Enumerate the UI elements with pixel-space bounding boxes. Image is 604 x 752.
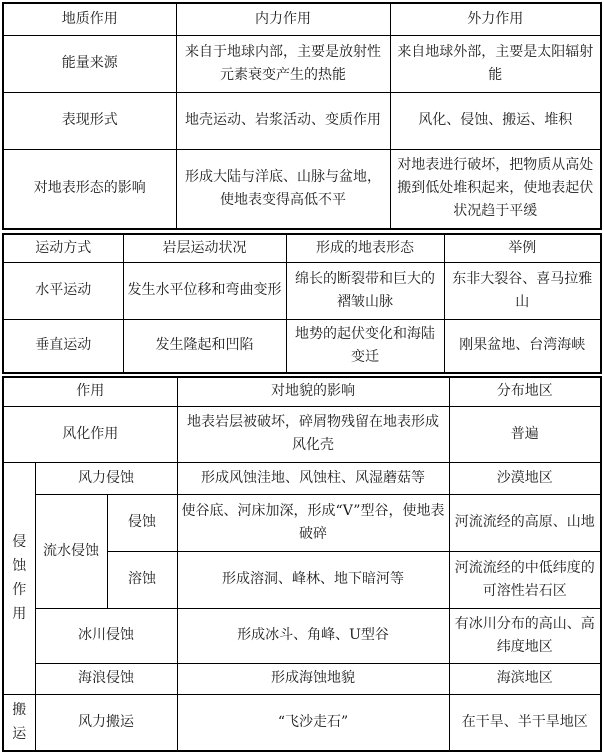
transport-label-text: 搬运	[12, 702, 27, 743]
row-label: 风化作用	[3, 406, 177, 462]
table-row	[3, 92, 601, 149]
transport-group-label	[3, 694, 35, 751]
row-label: 海浪侵蚀	[35, 663, 177, 694]
header-cell: 外力作用	[390, 3, 601, 35]
table-cell: 在干旱、半干旱地区	[449, 694, 601, 751]
header-cell: 形成的地表形态	[286, 234, 444, 262]
table-cell: 东非大裂谷、喜马拉雅山	[444, 262, 601, 319]
row-label: 溶蚀	[107, 551, 177, 608]
table-cell: 绵长的断裂带和巨大的褶皱山脉	[286, 262, 444, 319]
table-row	[3, 406, 601, 462]
crustal-movement-table	[2, 233, 602, 374]
table-cell: 形成冰斗、角峰、U型谷	[177, 608, 449, 663]
table-cell: 河流流经的高原、山地	[449, 494, 601, 551]
table-cell: 形成海蚀地貌	[177, 663, 449, 694]
table-cell: “飞沙走石”	[177, 694, 449, 751]
erosion-group-label	[3, 462, 35, 694]
table-cell: 来自于地球内部，主要是放射性元素衰变产生的热能	[176, 35, 390, 92]
header-cell: 对地貌的影响	[177, 377, 449, 406]
row-label: 冰川侵蚀	[35, 608, 177, 663]
fluvial-erosion-label: 流水侵蚀	[35, 494, 107, 608]
header-cell: 运动方式	[3, 234, 123, 262]
table-header-row	[3, 377, 601, 406]
table-cell: 普遍	[449, 406, 601, 462]
header-cell: 地质作用	[3, 3, 176, 35]
header-cell: 内力作用	[176, 3, 390, 35]
table-cell: 形成溶洞、峰林、地下暗河等	[177, 551, 449, 608]
table-row	[3, 319, 601, 373]
table-cell: 形成风蚀洼地、风蚀柱、风湿蘑菇等	[177, 462, 449, 494]
row-label: 对地表形态的影响	[3, 149, 176, 229]
row-label: 风力搬运	[35, 694, 177, 751]
row-label: 表现形式	[3, 92, 176, 149]
external-forces-table	[2, 376, 602, 752]
table-cell: 使谷底、河床加深，形成“V”型谷，使地表破碎	[177, 494, 449, 551]
header-cell: 举例	[444, 234, 601, 262]
table-cell: 地壳运动、岩浆活动、变质作用	[176, 92, 390, 149]
table-cell: 海滨地区	[449, 663, 601, 694]
row-label: 能量来源	[3, 35, 176, 92]
table-cell: 形成大陆与洋底、山脉与盆地，使地表变得高低不平	[176, 149, 390, 229]
table-header-row	[3, 3, 601, 35]
table-row	[3, 494, 601, 551]
table-cell: 对地表进行破坏，把物质从高处搬到低处堆积起来，使地表起伏状况趋于平缓	[390, 149, 601, 229]
header-cell: 分布地区	[449, 377, 601, 406]
table-header-row	[3, 234, 601, 262]
row-label: 水平运动	[3, 262, 123, 319]
table-row	[3, 694, 601, 751]
table-cell: 沙漠地区	[449, 462, 601, 494]
table-row	[3, 262, 601, 319]
row-label: 垂直运动	[3, 319, 123, 373]
header-cell: 岩层运动状况	[123, 234, 286, 262]
table-cell: 刚果盆地、台湾海峡	[444, 319, 601, 373]
table-cell: 有冰川分布的高山、高纬度地区	[449, 608, 601, 663]
table-row	[3, 608, 601, 663]
table-cell: 地势的起伏变化和海陆变迁	[286, 319, 444, 373]
table-cell: 河流流经的中低纬度的可溶性岩石区	[449, 551, 601, 608]
row-label: 侵蚀	[107, 494, 177, 551]
erosion-label-text: 侵蚀作用	[12, 534, 27, 622]
table-cell: 发生隆起和凹陷	[123, 319, 286, 373]
table-row	[3, 663, 601, 694]
table-cell: 发生水平位移和弯曲变形	[123, 262, 286, 319]
table-cell: 来自地球外部，主要是太阳辐射能	[390, 35, 601, 92]
table-row	[3, 462, 601, 494]
table-row	[3, 149, 601, 229]
geologic-forces-table	[2, 2, 602, 230]
table-cell: 风化、侵蚀、搬运、堆积	[390, 92, 601, 149]
table-cell: 地表岩层被破坏，碎屑物残留在地表形成风化壳	[177, 406, 449, 462]
header-cell: 作用	[3, 377, 177, 406]
table-row	[3, 35, 601, 92]
row-label: 风力侵蚀	[35, 462, 177, 494]
